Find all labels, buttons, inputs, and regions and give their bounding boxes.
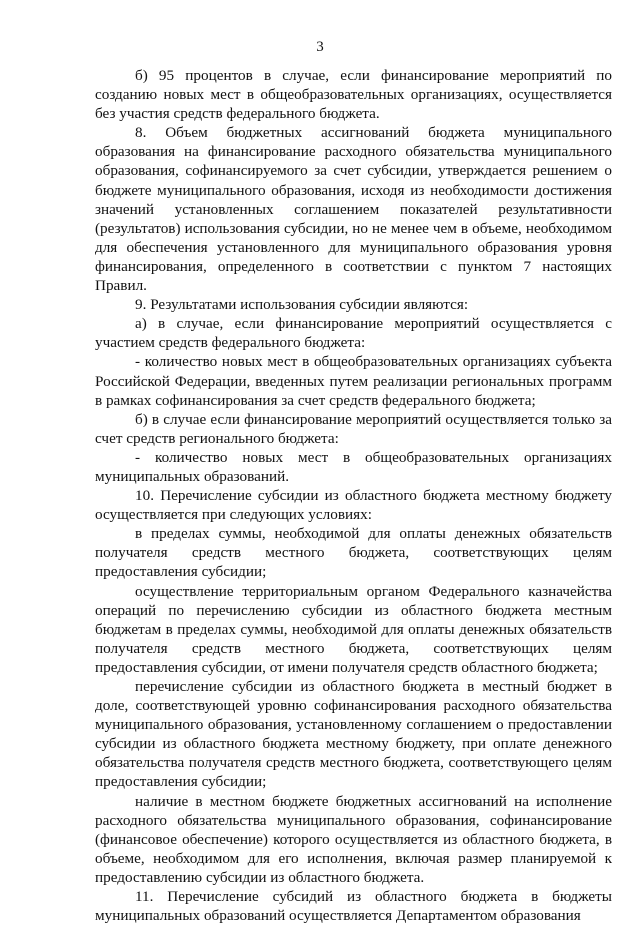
paragraph-item-10-condition-2: осуществление территориальным органом Федерального казначейства операций по перечислению субсидии из областного бюджета местным бюджетам в пределах суммы, необходимой для оплаты денежных обязательств получателя средств местного бюджета, соответствующих целям предоставления субсидии, от имени получателя средств областного бюджета; [95, 582, 612, 676]
paragraph-item-9-a: а) в случае, если финансирование мероприятий осуществляется с участием средств федерального бюджета: [95, 315, 612, 352]
paragraph-item-9-a-dash: - количество новых мест в общеобразовательных организациях субъекта Российской Федерации, введенных путем реализации региональных программ в рамках софинансирования за счет средств федерального бюджета; [95, 353, 612, 409]
page-number: 3 [316, 39, 324, 55]
paragraph-item-10: 10. Перечисление субсидии из областного бюджета местному бюджету осуществляется при следующих условиях: [95, 487, 612, 524]
paragraph-item-11: 11. Перечисление субсидий из областного бюджета в бюджеты муниципальных образований осуществляется Департаментом образования [95, 888, 612, 925]
paragraph-item-10-condition-3: перечисление субсидии из областного бюджета в местный бюджет в доле, соответствующей уровню софинансирования расходного обязательства муниципального образования, установленному соглашением о предоставлении субсидии из областного бюджета местному бюджету, при оплате денежного обязательства получателя средств местного бюджета, соответствующего целям предоставления субсидии; [95, 678, 612, 791]
paragraph-item-10-condition-1: в пределах суммы, необходимой для оплаты денежных обязательств получателя средств местного бюджета, соответствующих целям предоставления субсидии; [95, 525, 612, 581]
paragraph-item-9-b-dash: - количество новых мест в общеобразовательных организациях муниципальных образований. [95, 448, 612, 485]
paragraph-item-8: 8. Объем бюджетных ассигнований бюджета муниципального образования на финансирование расходного обязательства муниципального образования, софинансируемого за счет субсидии, утверждается решением о бюджете муниципального образования, исходя из необходимости достижения значений установленных соглашением показателей результативности (результатов) использования субсидии, но не менее чем в объеме, необходимом для обеспечения установленного для муниципального образования уровня финансирования, определенного в соответствии с пунктом 7 настоящих Правил. [95, 124, 612, 295]
paragraph-item-10-condition-4: наличие в местном бюджете бюджетных ассигнований на исполнение расходного обязательства муниципального образования, софинансирование (финансовое обеспечение) которого осуществляется из областного бюджета, в объеме, необходимом для его исполнения, включая размер планируемой к предоставлению субсидии из областного бюджета. [95, 792, 612, 886]
paragraph-subitem-b-95-percent: б) 95 процентов в случае, если финансирование мероприятий по созданию новых мест в общеобразовательных организациях, осуществляется без участия средств федерального бюджета. [95, 67, 612, 123]
paragraph-item-9-b: б) в случае если финансирование мероприятий осуществляется только за счет средств регионального бюджета: [95, 410, 612, 447]
paragraph-item-9: 9. Результатами использования субсидии являются: [135, 296, 469, 314]
document-body [95, 66, 612, 925]
